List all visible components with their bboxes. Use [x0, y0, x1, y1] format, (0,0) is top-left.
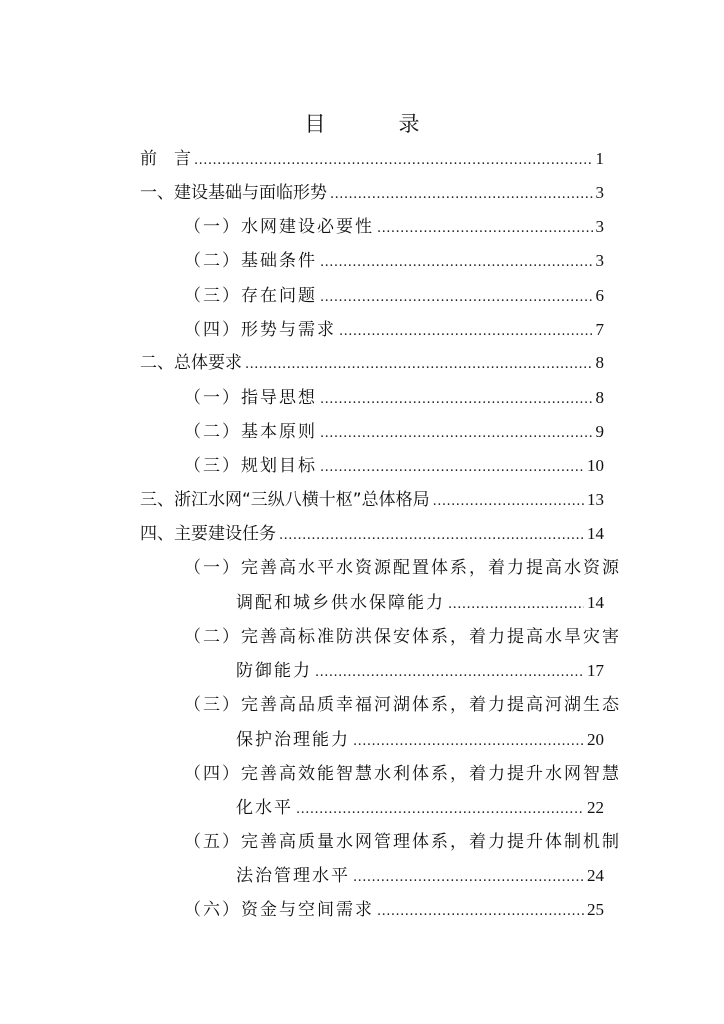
- toc-entry-label: 化水平: [236, 798, 293, 818]
- dot-leader: [320, 392, 593, 407]
- toc-entry-2-3[interactable]: [184, 451, 604, 477]
- toc-entry-4-3[interactable]: [184, 690, 624, 716]
- toc-entry-section-2[interactable]: [140, 348, 604, 374]
- toc-entry-2-2[interactable]: [184, 417, 604, 443]
- toc-page-number: 8: [595, 353, 604, 372]
- toc-entry-section-1[interactable]: [140, 178, 604, 204]
- toc-page-number: 20: [587, 730, 604, 749]
- dot-leader: [433, 494, 584, 509]
- toc-entry-label: 前 言: [140, 149, 191, 169]
- dot-leader: [320, 290, 593, 305]
- dot-leader: [279, 528, 584, 543]
- toc-page-number: 10: [587, 456, 604, 475]
- toc-entry-label: 调配和城乡供水保障能力: [236, 593, 445, 613]
- toc-page-number: 7: [595, 320, 604, 339]
- dot-leader: [194, 153, 593, 168]
- toc-entry-label: 一、建设基础与面临形势: [140, 183, 327, 203]
- toc-entry-1-3[interactable]: [184, 281, 604, 307]
- toc-page-number: 1: [595, 149, 604, 168]
- toc-entry-label: （五）完善高质量水网管理体系，着力提升体制机制: [184, 832, 621, 852]
- toc-entry-4-5[interactable]: [184, 827, 624, 853]
- toc-entry-label: 防御能力: [236, 661, 312, 681]
- toc-entry-label: 三、浙江水网“三纵八横十枢”总体格局: [140, 490, 430, 510]
- toc-entry-4-1[interactable]: [184, 553, 624, 579]
- toc-entry-label: （四）形势与需求: [184, 320, 336, 340]
- dot-leader: [320, 255, 593, 270]
- toc-entry-label: （二）基本原则: [184, 422, 317, 442]
- toc-entry-4-4[interactable]: [184, 759, 624, 785]
- toc-entry-4-6[interactable]: [184, 895, 604, 921]
- toc-entry-label: 保护治理能力: [236, 730, 350, 750]
- toc-entry-4-2[interactable]: [184, 622, 624, 648]
- toc-entry-section-3[interactable]: [140, 485, 604, 511]
- toc-entry-label: （三）存在问题: [184, 286, 317, 306]
- toc-entry-label: （一）水网建设必要性: [184, 217, 374, 237]
- dot-leader: [245, 357, 593, 372]
- toc-entry-preface[interactable]: [140, 144, 604, 170]
- toc-entry-4-5-cont[interactable]: [236, 861, 604, 887]
- dot-leader: [330, 187, 593, 202]
- toc-entry-4-1-cont[interactable]: [236, 588, 604, 614]
- toc-page-number: 22: [587, 798, 604, 817]
- dot-leader: [339, 324, 593, 339]
- dot-leader: [377, 904, 584, 919]
- toc-entry-4-3-cont[interactable]: [236, 725, 604, 751]
- toc-entry-label: （四）完善高效能智慧水利体系，着力提升水网智慧: [184, 764, 621, 784]
- toc-entry-label: （三）完善高品质幸福河湖体系，着力提高河湖生态: [184, 695, 621, 715]
- page-title: 目 录: [304, 112, 446, 136]
- toc-page-number: 8: [595, 388, 604, 407]
- toc-entry-label: 二、总体要求: [140, 353, 242, 373]
- dot-leader: [448, 597, 584, 612]
- toc-entry-label: 法治管理水平: [236, 866, 350, 886]
- toc-entry-1-4[interactable]: [184, 315, 604, 341]
- toc-entry-4-2-cont[interactable]: [236, 656, 604, 682]
- toc-page-number: 24: [587, 866, 604, 885]
- toc-entry-4-4-cont[interactable]: [236, 793, 604, 819]
- toc-entry-section-4[interactable]: [140, 519, 604, 545]
- toc-entry-label: （三）规划目标: [184, 456, 317, 476]
- dot-leader: [320, 426, 593, 441]
- toc-page-number: 13: [587, 490, 604, 509]
- toc-page-number: 3: [595, 251, 604, 270]
- toc-entry-label: （二）基础条件: [184, 251, 317, 271]
- toc-page-number: 14: [587, 524, 604, 543]
- toc-page-number: 14: [587, 593, 604, 612]
- dot-leader: [296, 802, 584, 817]
- toc-entry-label: 四、主要建设任务: [140, 524, 276, 544]
- dot-leader: [353, 734, 584, 749]
- toc-page-number: 6: [595, 286, 604, 305]
- toc-entry-label: （二）完善高标准防洪保安体系，着力提高水旱灾害: [184, 627, 621, 647]
- dot-leader: [315, 665, 584, 680]
- toc-page-number: 3: [595, 183, 604, 202]
- toc-entry-1-1[interactable]: [184, 212, 604, 238]
- toc-entry-1-2[interactable]: [184, 246, 604, 272]
- toc-page-number: 3: [595, 217, 604, 236]
- toc-page-number: 9: [595, 422, 604, 441]
- dot-leader: [320, 460, 584, 475]
- toc-entry-2-1[interactable]: [184, 383, 604, 409]
- toc-entry-label: （六）资金与空间需求: [184, 900, 374, 920]
- dot-leader: [377, 221, 593, 236]
- dot-leader: [353, 870, 584, 885]
- toc-page-number: 17: [587, 661, 604, 680]
- toc-entry-label: （一）完善高水平水资源配置体系，着力提高水资源: [184, 558, 621, 578]
- toc-page-number: 25: [587, 900, 604, 919]
- toc-entry-label: （一）指导思想: [184, 388, 317, 408]
